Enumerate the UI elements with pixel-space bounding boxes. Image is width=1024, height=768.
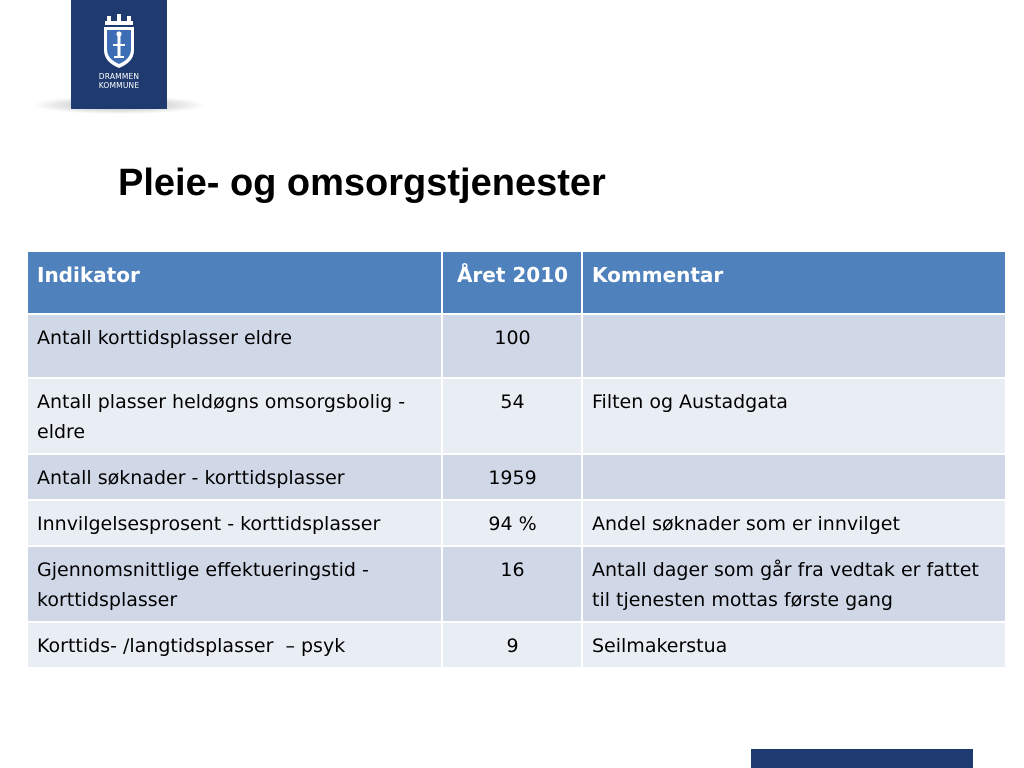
table-row xyxy=(27,454,1006,500)
cell-value: 9 xyxy=(442,622,582,668)
cell-kommentar: Filten og Austadgata xyxy=(582,378,1006,454)
indicator-table xyxy=(26,250,1007,669)
cell-kommentar xyxy=(582,454,1006,500)
header-indikator: Indikator xyxy=(27,251,442,314)
coat-of-arms-icon xyxy=(101,14,137,70)
cell-value: 54 xyxy=(442,378,582,454)
cell-indikator: Antall korttidsplasser eldre xyxy=(27,314,442,378)
logo-text-line1: DRAMMEN xyxy=(98,72,140,81)
table-row xyxy=(27,622,1006,668)
cell-value: 100 xyxy=(442,314,582,378)
page-title: Pleie- og omsorgstjenester xyxy=(118,162,606,204)
cell-value: 94 % xyxy=(442,500,582,546)
cell-indikator: Innvilgelsesprosent - korttidsplasser xyxy=(27,500,442,546)
cell-indikator: Korttids- /langtidsplasser – psyk xyxy=(27,622,442,668)
drammen-kommune-logo xyxy=(71,0,167,109)
cell-indikator: Antall søknader - korttidsplasser xyxy=(27,454,442,500)
cell-kommentar xyxy=(582,314,1006,378)
table-row xyxy=(27,314,1006,378)
cell-kommentar: Seilmakerstua xyxy=(582,622,1006,668)
table-row xyxy=(27,500,1006,546)
cell-value: 1959 xyxy=(442,454,582,500)
logo-text-line2: KOMMUNE xyxy=(98,81,140,90)
table-row xyxy=(27,546,1006,622)
header-kommentar: Kommentar xyxy=(582,251,1006,314)
footer-bar xyxy=(751,749,973,768)
table-header-row xyxy=(27,251,1006,314)
cell-kommentar: Antall dager som går fra vedtak er fattet til tjenesten mottas første gang xyxy=(582,546,1006,622)
cell-kommentar: Andel søknader som er innvilget xyxy=(582,500,1006,546)
cell-indikator: Gjennomsnittlige effektueringstid - korttidsplasser xyxy=(27,546,442,622)
cell-indikator: Antall plasser heldøgns omsorgsbolig - eldre xyxy=(27,378,442,454)
cell-value: 16 xyxy=(442,546,582,622)
header-aret-2010: Året 2010 xyxy=(442,251,582,314)
table-row xyxy=(27,378,1006,454)
